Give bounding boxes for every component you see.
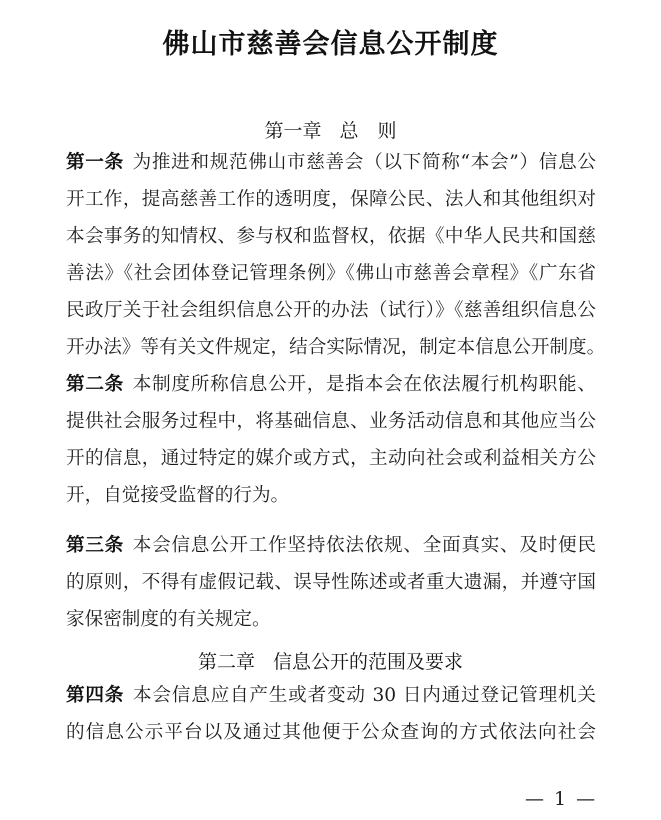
article-line: 提供社会服务过程中，将基础信息、业务活动信息和其他应当公 — [66, 411, 596, 432]
article-label: 第一条 — [66, 152, 124, 173]
article-line: 的原则，不得有虚假记载、误导性陈述或者重大遗漏，并遵守国 — [66, 572, 596, 593]
article-label: 第四条 — [66, 685, 125, 706]
article-line: 开办法》等有关文件规定，结合实际情况，制定本信息公开制度。 — [66, 337, 606, 358]
article-text: 本制度所称信息公开，是指本会在依法履行机构职能、 — [132, 374, 596, 395]
article-line: 的信息公示平台以及通过其他便于公众查询的方式依法向社会 — [66, 722, 596, 743]
chapter-name: 信息公开的范围及要求 — [273, 651, 464, 673]
article-line: 善法》《社会团体登记管理条例》《佛山市慈善会章程》《广东省 — [66, 263, 596, 284]
article-line: 开，自觉接受监督的行为。 — [66, 485, 290, 506]
chapter-number: 第二章 — [197, 651, 255, 673]
article-line: 开工作，提高慈善工作的透明度，保障公民、法人和其他组织对 — [66, 189, 596, 210]
article-line: 家保密制度的有关规定。 — [66, 609, 271, 630]
article-text: 本会信息应自产生或者变动 30 日内通过登记管理机关 — [132, 685, 596, 706]
page-number: — 1 — — [525, 788, 598, 810]
article-line — [66, 151, 596, 175]
chapter-heading — [0, 647, 661, 674]
chapter-heading — [0, 116, 661, 143]
article-text: 本会信息公开工作坚持依法依规、全面真实、及时便民 — [132, 535, 596, 556]
article-line — [66, 684, 596, 708]
article-line: 民政厅关于社会组织信息公开的办法（试行）》《慈善组织信息公 — [66, 300, 596, 321]
article-label: 第二条 — [66, 374, 124, 395]
article-line — [66, 373, 596, 397]
article-text: 为推进和规范佛山市慈善会（以下简称“本会”）信息公 — [131, 152, 596, 173]
article-line: 开的信息，通过特定的媒介或方式，主动向社会或利益相关方公 — [66, 448, 596, 469]
chapter-number: 第一章 — [264, 120, 322, 142]
article-line — [66, 534, 596, 558]
document-title: 佛山市慈善会信息公开制度 — [162, 29, 499, 60]
chapter-name: 总 则 — [339, 120, 397, 142]
article-line: 本会事务的知情权、参与权和监督权，依据《中华人民共和国慈 — [66, 226, 596, 247]
article-label: 第三条 — [66, 535, 124, 556]
